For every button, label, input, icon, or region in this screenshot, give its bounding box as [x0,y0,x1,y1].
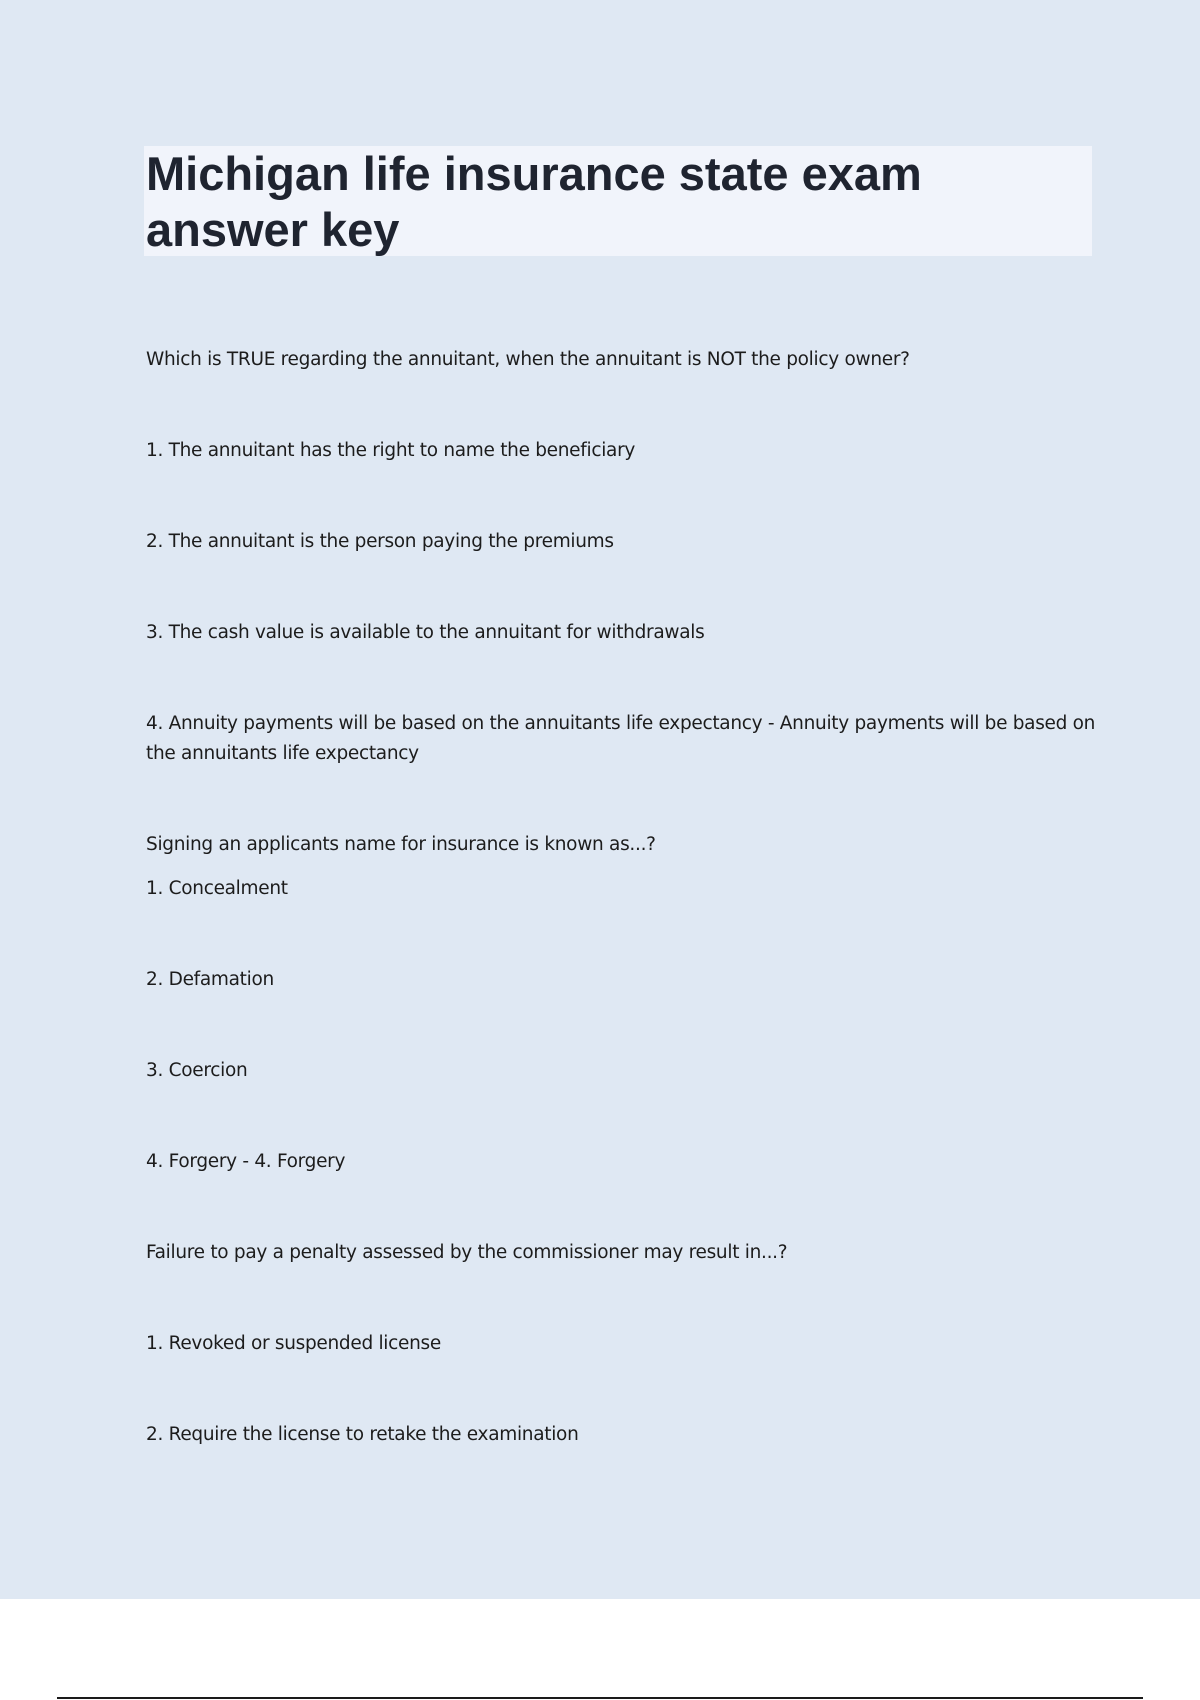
question-2-option-4: 4. Forgery - 4. Forgery [146,1151,346,1172]
question-2-option-2: 2. Defamation [146,969,274,990]
footer-rule [57,1697,1143,1699]
question-3-option-1: 1. Revoked or suspended license [146,1333,441,1354]
question-1-option-4: 4. Annuity payments will be based on the annuitants life expectancy - Annuity payments will be based on the annuitants life expectancy [146,713,1096,764]
question-1-option-1: 1. The annuitant has the right to name the beneficiary [146,440,636,461]
question-2-option-1: 1. Concealment [146,878,288,899]
document-title: Michigan life insurance state exam answer key [146,147,922,256]
question-1-prompt: Which is TRUE regarding the annuitant, when the annuitant is NOT the policy owner? [146,349,910,370]
question-2-option-3: 3. Coercion [146,1060,248,1081]
question-1-option-3: 3. The cash value is available to the annuitant for withdrawals [146,622,705,643]
question-3-prompt: Failure to pay a penalty assessed by the commissioner may result in...? [146,1242,788,1263]
question-1-option-2: 2. The annuitant is the person paying the premiums [146,531,614,552]
question-3-option-2: 2. Require the license to retake the examination [146,1424,579,1445]
question-2-prompt: Signing an applicants name for insurance is known as...? [146,834,656,855]
